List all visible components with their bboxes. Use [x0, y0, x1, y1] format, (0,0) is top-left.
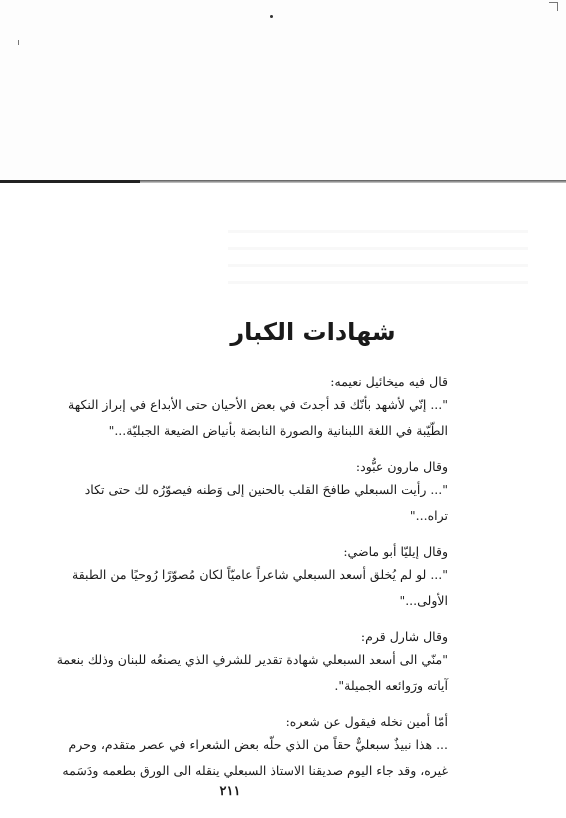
testimonial-intro: قال فيه ميخائيل نعيمه:: [330, 374, 448, 389]
testimonial: [48, 627, 448, 699]
page-title: شهادات الكبار: [230, 318, 396, 346]
testimonial-quote: "... لو لم يُخلق أسعد السبعلي شاعراً عاميّاً لكان مُصوّرًا رُوحيًا من الطبقة الأولى...": [72, 567, 448, 608]
show-through-text: [228, 230, 528, 286]
scan-corner-mark: [549, 2, 558, 11]
testimonial-intro: وقال شارل قرم:: [360, 629, 448, 644]
scan-speck: [270, 15, 273, 18]
testimonial-intro: وقال مارون عبُّود:: [355, 459, 448, 474]
page-content: [48, 318, 448, 797]
testimonial-intro: وقال إيليّا أبو ماضي:: [343, 544, 448, 559]
testimonial: [48, 372, 448, 444]
testimonial-quote: "... رأيت السبعلي طافحَ القلب بالحنين إلى وَطنه فيصوّرُه لك حتى تكاد تراه...": [84, 482, 448, 523]
testimonial: [48, 712, 448, 784]
testimonial-intro: أمّا أمين نخله فيقول عن شعره:: [285, 714, 448, 729]
scan-background: [0, 0, 566, 182]
page-edge-shadow: [0, 180, 140, 183]
testimonial: [48, 457, 448, 529]
testimonial-quote: "... إنّي لأشهد بأنّك قد أجدتَ في بعض الأحيان حتى الأبداع في إبراز النكهة الطّيّبة في اللغة اللبنانية والصورة النابضة بأنياض الضيعة الجبليّة...": [68, 397, 448, 438]
page-number: ٢١١: [219, 784, 241, 799]
testimonial-quote: ... هذا نبيذٌ سبعليٌّ حقاً من الذي حلّه بعض الشعراء في عصر متقدم، وحرم غيره، وقد جاء اليوم صديقنا الاستاذ السبعلي ينقله الى الورق بطعمه ودَسَمه: [62, 737, 448, 778]
testimonial-quote: "منّي الى أسعد السبعلي شهادة تقدير للشرفِ الذي يصنعُه للبنان وذلك بنعمة آياته ورَوائعه الجميلة".: [56, 652, 448, 693]
testimonial: [48, 542, 448, 614]
scan-mark: [18, 40, 19, 45]
